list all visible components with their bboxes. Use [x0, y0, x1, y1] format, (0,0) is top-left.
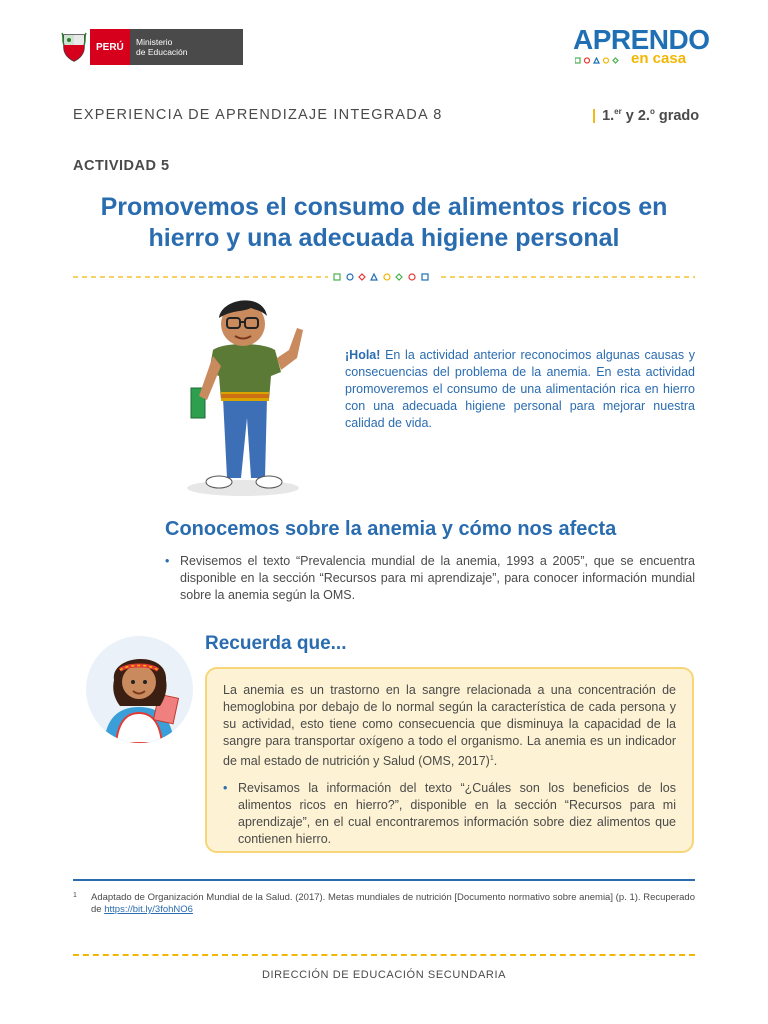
grade-end: grado [654, 107, 700, 124]
coat-of-arms-icon [57, 29, 90, 65]
grade-label [592, 107, 699, 124]
footnote-divider [73, 879, 695, 881]
reminder-paragraph [223, 682, 676, 770]
grade-mid: y 2. [621, 107, 650, 124]
footnote-text: Adaptado de Organización Mundial de la Salud. (2017). Metas mundiales de nutrición [Documento normativo sobre anemia] (p. 1). Recuperado de [91, 892, 695, 915]
reminder-text-end: . [493, 754, 498, 769]
brand-sub: en casa [631, 50, 687, 67]
government-logo [57, 29, 243, 65]
experience-label: EXPERIENCIA DE APRENDIZAJE INTEGRADA 8 [73, 107, 443, 123]
reminder-bullet-item: • Revisamos la información del texto “¿Cuáles son los beneficios de los alimentos ricos en hierro?”, disponible en la sección “Recursos para mi aprendizaje”, en el cual encontraremos información sobre diez alimentos que contienen hierro. [223, 780, 676, 848]
grade-first-sup: er [614, 107, 622, 116]
grade-separator: | [592, 107, 597, 124]
decorative-divider [73, 270, 695, 284]
footnote [73, 892, 695, 916]
activity-label: ACTIVIDAD 5 [73, 158, 170, 174]
peru-label: PERÚ [90, 29, 130, 65]
grade-second-sup: o [649, 107, 655, 116]
reminder-heading: Recuerda que... [205, 633, 347, 654]
page-title-line-1: Promovemos el consumo de alimentos ricos en [100, 193, 668, 221]
aprendo-en-casa-logo [573, 26, 718, 70]
reminder-box [205, 667, 694, 853]
grade-first: 1. [602, 107, 615, 124]
ministry-line-1: Ministerio [136, 37, 173, 47]
footnote-link[interactable]: https://bit.ly/3fohNO6 [104, 904, 193, 915]
intro-paragraph [345, 347, 695, 432]
section-bullet-list [165, 553, 695, 604]
intro-greeting: ¡Hola! [345, 348, 381, 362]
student-girl-avatar [86, 636, 193, 743]
student-boy-illustration [185, 288, 315, 500]
footnote-body [73, 892, 695, 916]
footer-divider [73, 954, 695, 956]
student-girl-illustration [86, 636, 193, 743]
page-title-line-2: hierro y una adecuada higiene personal [148, 224, 620, 252]
page-title [60, 192, 708, 254]
footnote-ref: 1 [489, 755, 494, 762]
brand-word: APRENDO [573, 24, 710, 55]
intro-text: En la actividad anterior reconocimos algunas causas y consecuencias del problema de la anemia. En esta actividad promoveremos el consumo de una alimentación rica en hierro con una adecuada higiene personal para mejorar nuestra calidad de vida. [345, 348, 695, 430]
footer-label: DIRECCIÓN DE EDUCACIÓN SECUNDARIA [261, 969, 507, 981]
section-heading: Conocemos sobre la anemia y cómo nos afecta [165, 518, 617, 540]
reminder-text: La anemia es un trastorno en la sangre relacionada a una concentración de hemoglobina por debajo de lo normal según la característica de cada persona y su actividad, esto tiene como consecuencia que disminuya la capacidad de la sangre para transportar oxígeno a todo el organismo. La anemia es un indicador de mal estado de nutrición y Salud (OMS, 2017) [223, 683, 676, 769]
ministry-line-2: de Educación [136, 47, 188, 57]
ministry-label [130, 29, 243, 65]
section-bullet-item: • Revisemos el texto “Prevalencia mundial de la anemia, 1993 a 2005”, que se encuentra disponible en la sección “Recursos para mi aprendizaje”, para conocer información mundial sobre la anemia según la OMS. [165, 553, 695, 604]
footnote-number: 1 [73, 892, 77, 899]
brand-shapes-icon [575, 57, 631, 65]
